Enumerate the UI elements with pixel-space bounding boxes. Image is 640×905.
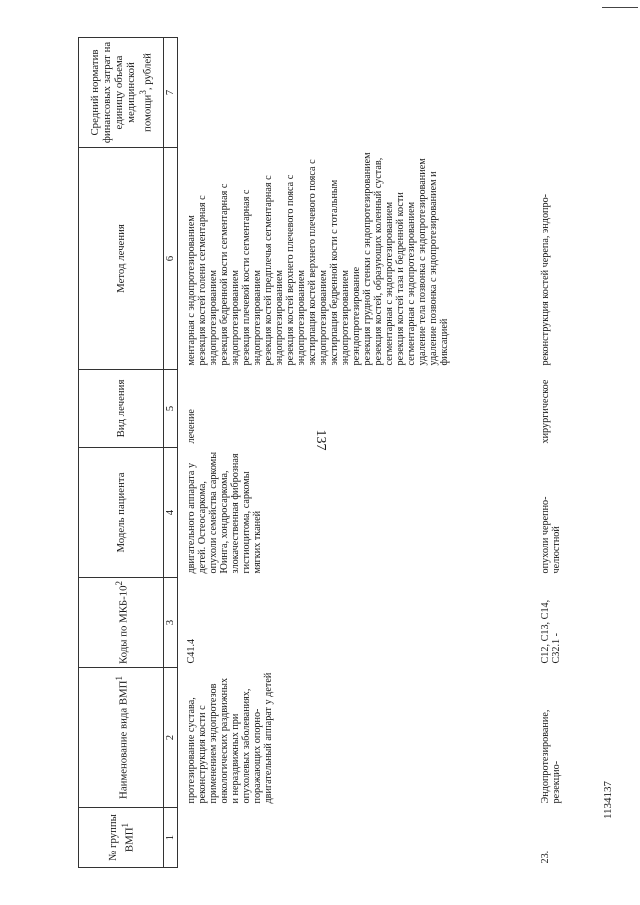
header-cost: Средний норматив финансовых затрат на единицу объема медицинской помощи$^3$, рублей xyxy=(79,38,164,148)
treatment-method-item: резекция бедренной кости сегментарная с эндопротезированием xyxy=(219,183,241,366)
table-row xyxy=(178,38,538,868)
icd-codes-cell: C41.4 xyxy=(186,638,197,664)
header-vmp-name: Наименование вида ВМП$^1$ xyxy=(79,668,164,808)
header-patient-model: Модель пациента xyxy=(79,448,164,578)
icd-codes-cell: C12, C13, C14, C32.1 - xyxy=(540,599,562,664)
cost-cell xyxy=(537,38,563,148)
column-number: 4 xyxy=(164,448,178,578)
column-number: 7 xyxy=(164,38,178,148)
treatment-method-item: резекция грудной стенки с эндопротезированием xyxy=(362,152,373,366)
header-treatment-method: Метод лечения xyxy=(79,148,164,370)
page-number: 137 xyxy=(313,429,328,451)
treatment-method-item: ментарная с эндопротезированием xyxy=(186,215,197,366)
column-number-row xyxy=(164,38,178,868)
column-number: 2 xyxy=(164,668,178,808)
document-code: 1134137 xyxy=(602,780,614,820)
cost-cell xyxy=(178,38,538,148)
column-number: 5 xyxy=(164,370,178,448)
treatment-method-item: резекция костей таза и бедренной кости сегментарная с эндопротезированием xyxy=(395,192,417,366)
vmp-name-cell: Эндопротезирование, резекцио- xyxy=(540,709,562,804)
treatment-methods-cell xyxy=(178,148,538,370)
treatment-method-item: экстирпация бедренной кости с тотальным эндопротезированием xyxy=(329,179,351,366)
treatment-method-item: резекция костей верхнего плечевого пояса с эндопротезированием xyxy=(285,174,307,366)
treatment-method-item: удаление позвонка с эндопротезированием и фиксацией xyxy=(428,171,450,366)
treatment-method-cell: реконструкция костей черепа, эндопро- xyxy=(540,193,551,366)
treatment-type-cell: хирургическое xyxy=(540,379,551,444)
vmp-table xyxy=(78,37,563,868)
column-number: 1 xyxy=(164,808,178,868)
treatment-method-item: резекция костей голени сегментарная с эндопротезированием xyxy=(197,195,219,366)
patient-model-cell: двигательного аппарата у детей. Остеосаркома, опухоли семейства саркомы Юинга, хондросаркома, злокачественная фиброзная гистиоцитома, саркомы мягких тканей xyxy=(186,451,263,574)
treatment-method-item: резекция костей предплечья сегментарная с эндопротезированием xyxy=(263,175,285,366)
treatment-type-cell: лечение xyxy=(186,409,197,444)
group-number-cell: 23. xyxy=(540,850,551,864)
treatment-method-item: удаление тела позвонка с эндопротезированием xyxy=(417,158,428,366)
treatment-method-item: резекция плечевой кости сегментарная с эндопротезированием xyxy=(241,189,263,366)
header-row xyxy=(79,38,164,868)
header-group-number: № группы ВМП$^1$ xyxy=(79,808,164,868)
treatment-method-item: резекция костей, образующих коленный сустав, сегментарная с эндопротезированием xyxy=(373,157,395,366)
patient-model-cell: опухоли черепно-челюстной xyxy=(540,496,562,574)
treatment-method-item: реэндопротезирование xyxy=(351,266,362,366)
rotated-table-area xyxy=(78,38,638,868)
vmp-name-cell: протезирование сустава, реконструкция кости с применением эндопротезов онкологических раздвижных и нераздвижных при опухолевых заболеваниях, поражающих опорно-двигательный аппарат у детей xyxy=(186,672,274,804)
header-icd-codes: Коды по МКБ-$10^2$ xyxy=(79,578,164,668)
column-number: 3 xyxy=(164,578,178,668)
column-number: 6 xyxy=(164,148,178,370)
header-treatment-type: Вид лечения xyxy=(79,370,164,448)
treatment-method-item: экстирпация костей верхнего плечевого пояса с эндопротезированием xyxy=(307,159,329,366)
table-row-23 xyxy=(537,38,563,868)
corner-rule xyxy=(602,7,638,8)
group-number-cell xyxy=(178,808,538,868)
